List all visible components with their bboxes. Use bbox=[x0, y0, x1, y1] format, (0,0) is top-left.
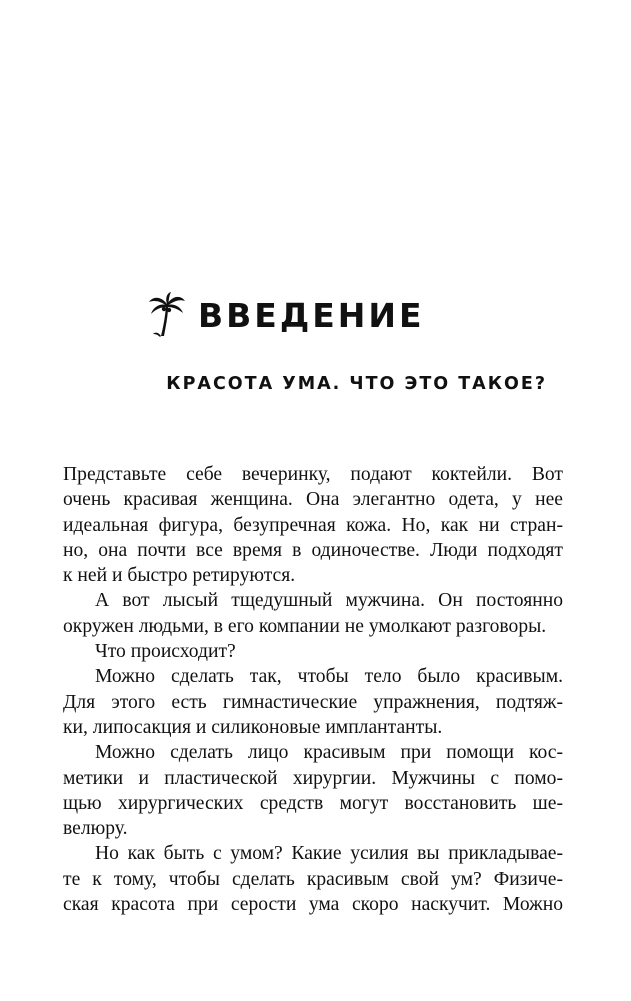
text-line: Что происходит? bbox=[95, 641, 236, 663]
text-line: но, она почти все время в одиночестве. Люди подходят bbox=[63, 539, 563, 561]
chapter-heading bbox=[148, 292, 425, 338]
text-line: щью хирургических средств могут восстановить ше- bbox=[63, 792, 563, 814]
text-line: А вот лысый тщедушный мужчина. Он постоянно bbox=[95, 590, 563, 612]
body-text bbox=[63, 462, 563, 917]
chapter-title: ВВЕДЕНИЕ bbox=[198, 295, 425, 335]
text-line: Можно сделать так, чтобы тело было красивым. bbox=[95, 666, 563, 688]
text-line: Для этого есть гимнастические упражнения, подтяж- bbox=[63, 691, 563, 713]
text-line: Но как быть с умом? Какие усилия вы прикладывае- bbox=[95, 843, 563, 865]
text-line: те к тому, чтобы сделать красивым свой ум? Физиче- bbox=[63, 868, 563, 890]
chapter-subtitle: КРАСОТА УМА. ЧТО ЭТО ТАКОЕ? bbox=[166, 374, 547, 394]
text-line: Можно сделать лицо красивым при помощи кос- bbox=[95, 742, 563, 764]
text-line: метики и пластической хирургии. Мужчины с помо- bbox=[63, 767, 563, 789]
text-line: ки, липосакция и силиконовые имплантанты. bbox=[63, 716, 443, 738]
text-line: окружен людьми, в его компании не умолкают разговоры. bbox=[63, 615, 547, 637]
text-line: ская красота при серости ума скоро наскучит. Можно bbox=[63, 894, 563, 916]
text-line: очень красивая женщина. Она элегантно одета, у нее bbox=[63, 489, 563, 511]
text-line: идеальная фигура, безупречная кожа. Но, как ни стран- bbox=[63, 514, 563, 536]
text-line: велюру. bbox=[63, 818, 128, 840]
text-line: к ней и быстро ретируются. bbox=[63, 565, 296, 587]
palm-tree-ornament-icon bbox=[148, 292, 186, 338]
text-line: Представьте себе вечеринку, подают коктейли. Вот bbox=[63, 464, 563, 485]
